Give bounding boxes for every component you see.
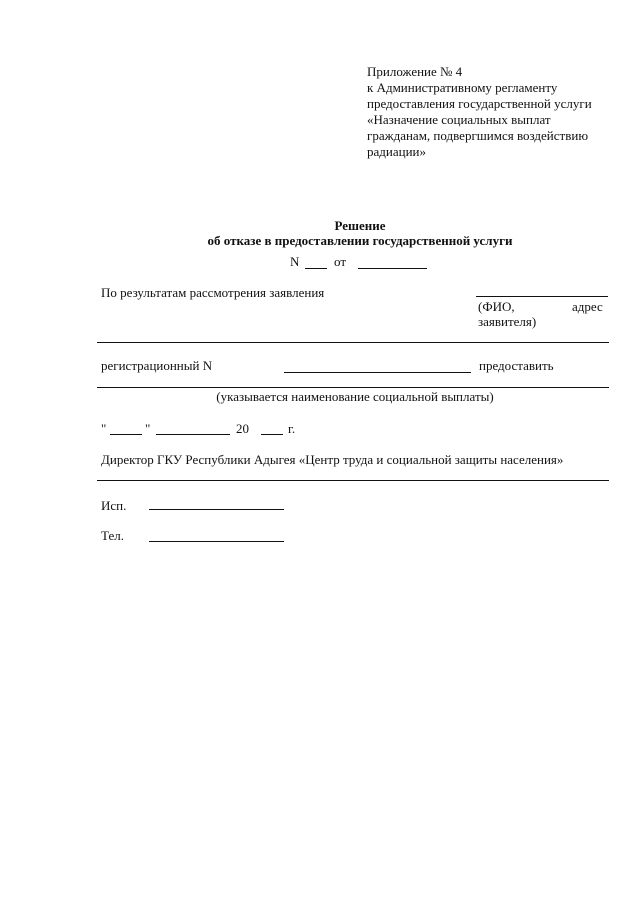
decision-date-line [358, 268, 427, 269]
date-year-prefix: 20 [236, 421, 249, 436]
address-label: адрес [572, 299, 603, 314]
date-quote-close: " [145, 421, 151, 436]
results-text: По результатам рассмотрения заявления [101, 285, 325, 300]
decision-title: Решение [334, 218, 386, 233]
fio-label: (ФИО, [478, 299, 515, 314]
executor-line [149, 509, 284, 510]
reg-number-line [284, 372, 471, 373]
date-day-line [110, 434, 142, 435]
director-divider [97, 480, 609, 481]
date-year-line [261, 434, 283, 435]
payment-note: (указывается наименование социальной выплаты) [216, 389, 494, 404]
appendix-line-5: гражданам, подвергшимся воздействию [367, 128, 589, 143]
date-quote-open: " [101, 421, 107, 436]
provide-label: предоставить [479, 358, 554, 373]
date-month-line [156, 434, 230, 435]
appendix-line-2: к Административному регламенту [367, 80, 558, 95]
decision-from-label: от [334, 254, 347, 269]
phone-label: Тел. [101, 528, 124, 543]
fio-line [476, 296, 608, 297]
applicant-divider [97, 342, 609, 343]
executor-label: Исп. [101, 498, 127, 513]
appendix-line-3: предоставления государственной услуги [367, 96, 592, 111]
appendix-line-1: Приложение № 4 [367, 64, 463, 79]
decision-number-label: N [290, 254, 300, 269]
decision-subtitle: об отказе в предоставлении государственной услуги [207, 233, 513, 248]
applicant-label: заявителя) [478, 314, 537, 329]
director-text: Директор ГКУ Республики Адыгея «Центр труда и социальной защиты населения» [101, 452, 564, 467]
payment-line [97, 387, 609, 388]
date-year-suffix: г. [288, 421, 296, 436]
phone-line [149, 541, 284, 542]
reg-number-label: регистрационный N [101, 358, 213, 373]
appendix-line-4: «Назначение социальных выплат [367, 112, 551, 127]
decision-number-line [305, 268, 327, 269]
appendix-line-6: радиации» [367, 144, 426, 159]
